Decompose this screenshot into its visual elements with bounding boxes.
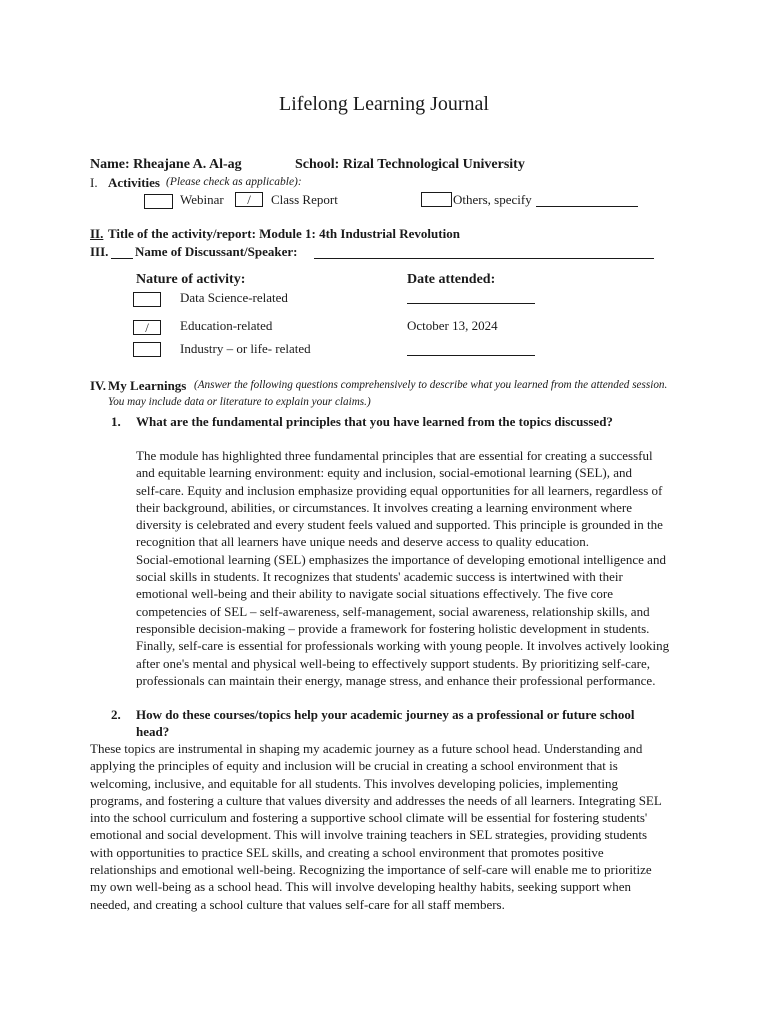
answer1-line: Finally, self-care is essential for professionals working with young people. It involves actively looking xyxy=(136,638,670,654)
answer2-line: with opportunities to practice SEL skills, and creating a school environment that promotes positive xyxy=(90,844,604,860)
answer1-line: after one's mental and physical well-being to effectively support students. By prioritizing self-care, xyxy=(136,655,651,671)
class-report-check-mark: / xyxy=(247,192,251,207)
education-date: October 13, 2024 xyxy=(407,318,498,333)
section3-number: III. xyxy=(90,244,109,259)
answer2-line: These topics are instrumental in shaping my academic journey as a future school head. Understanding and xyxy=(90,741,643,756)
page-title: Lifelong Learning Journal xyxy=(279,93,489,115)
activities-label: Activities xyxy=(108,175,160,190)
industry-label: Industry – or life- related xyxy=(180,341,311,356)
data-science-date-line[interactable] xyxy=(407,303,535,304)
question1-text: What are the fundamental principles that you have learned from the topics discussed? xyxy=(136,414,613,429)
answer2-line: welcoming, inclusive, and equitable for all students. This involves developing policies, implementing xyxy=(90,775,618,791)
answer1-paragraph xyxy=(136,447,678,689)
section3-number-line xyxy=(111,258,133,259)
webinar-checkbox[interactable] xyxy=(144,194,173,209)
answer1-line: their background, abilities, or circumstances. It involves creating a learning environment where xyxy=(136,499,632,515)
industry-date-line[interactable] xyxy=(407,355,535,356)
answer2-line: into the school curriculum and fostering a supportive school climate will be essential for fostering students' xyxy=(90,810,648,826)
school-label: School: Rizal Technological University xyxy=(295,157,525,172)
answer2-line: programs, and fostering a culture that values diversity and addresses the needs of all learners. Integrating SEL xyxy=(90,792,662,808)
others-specify-line[interactable] xyxy=(536,206,638,207)
answer1-line: and equitable learning environment: equity and inclusion, social-emotional learning (SEL), and xyxy=(136,465,633,481)
section2-text: Title of the activity/report: Module 1: 4th Industrial Revolution xyxy=(108,226,460,241)
question1-number: 1. xyxy=(111,414,121,429)
answer1-line: social skills in students. It recognizes that students' academic success is intertwined with their xyxy=(136,569,623,585)
others-checkbox[interactable] xyxy=(421,192,452,207)
answer2-line: needed, and creating a school culture that values self-care for all staff members. xyxy=(90,896,505,912)
education-check-mark: / xyxy=(145,320,149,335)
speaker-name-line[interactable] xyxy=(314,258,654,259)
question2-text-line2: head? xyxy=(136,724,170,739)
answer2-paragraph xyxy=(90,740,680,913)
answer1-line: competencies of SEL – self-awareness, self-management, social awareness, relationship skills, and xyxy=(136,603,650,619)
date-header: Date attended: xyxy=(407,272,496,287)
answer1-line: emotional well-being and their ability to navigate social situations effectively. The five core xyxy=(136,586,613,602)
name-label: Name: Rheajane A. Al-ag xyxy=(90,157,242,172)
webinar-label: Webinar xyxy=(180,192,224,207)
activities-hint: (Please check as applicable): xyxy=(166,176,302,188)
nature-header: Nature of activity: xyxy=(136,272,246,287)
data-science-label: Data Science-related xyxy=(180,290,288,305)
answer2-line: relationships and emotional well-being. Recognizing the importance of self-care will enable me to prioritize xyxy=(90,862,652,878)
answer2-line: applying the principles of equity and inclusion will be crucial in creating a school environment that is xyxy=(90,758,618,774)
answer1-line: Social-emotional learning (SEL) emphasizes the importance of developing emotional intelligence and xyxy=(136,551,666,567)
education-label: Education-related xyxy=(180,318,273,333)
class-report-label: Class Report xyxy=(271,192,338,207)
industry-checkbox[interactable] xyxy=(133,342,161,357)
data-science-checkbox[interactable] xyxy=(133,292,161,307)
section2-number: II. xyxy=(90,226,104,241)
answer1-line: self-care. Equity and inclusion emphasize providing equal opportunities for all learners, regardless of xyxy=(136,482,663,498)
answer1-line: recognition that all learners have unique needs and deserve access to quality education. xyxy=(136,534,590,550)
learnings-hint-line1: (Answer the following questions comprehensively to describe what you learned from the attended session. xyxy=(194,379,668,391)
learnings-number: IV. xyxy=(90,378,107,393)
others-label: Others, specify xyxy=(453,192,532,207)
answer2-line: emotional and social development. This will involve training teachers in SEL strategies, providing students xyxy=(90,827,648,843)
activities-number: I. xyxy=(90,175,98,190)
question2-number: 2. xyxy=(111,707,121,722)
answer1-line: professionals can maintain their energy, manage stress, and enhance their professional performance. xyxy=(136,672,656,688)
answer1-line: The module has highlighted three fundamental principles that are essential for creating a successful xyxy=(136,448,653,463)
answer1-line: diversity is celebrated and every student feels valued and supported. This principle is grounded in the xyxy=(136,517,663,533)
question2-text-line1: How do these courses/topics help your academic journey as a professional or future school xyxy=(136,707,635,722)
learnings-label: My Learnings xyxy=(108,378,187,393)
answer2-line: my own well-being as a school head. This will involve developing healthy habits, seeking support when xyxy=(90,879,631,895)
section3-text: Name of Discussant/Speaker: xyxy=(135,244,298,259)
answer1-line: responsible decision-making – provide a framework for fostering holistic development in students. xyxy=(136,620,650,636)
learnings-hint-line2: You may include data or literature to explain your claims.) xyxy=(108,396,371,408)
